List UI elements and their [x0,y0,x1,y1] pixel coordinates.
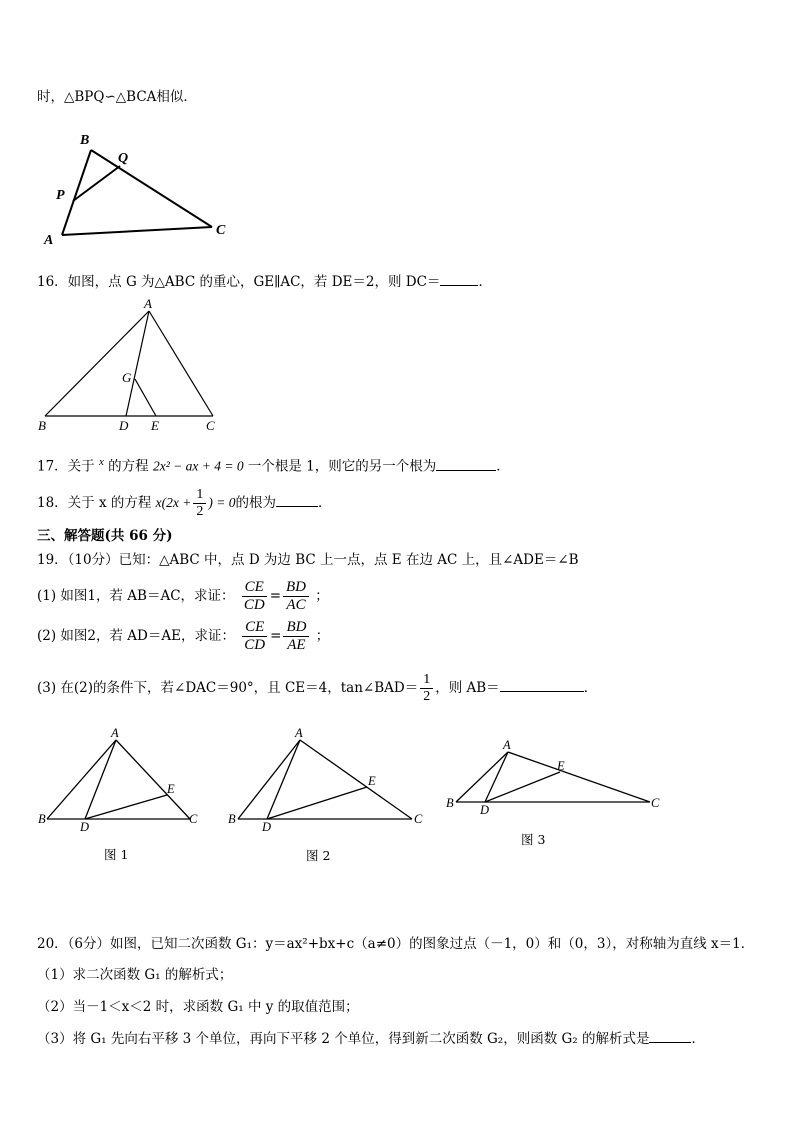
q19-p2-pre: (2) 如图2，若 AD＝AE，求证： [37,628,235,644]
q16-end: ． [478,274,492,290]
q15-label-Q: Q [118,151,129,166]
q19-f1-label-C: C [189,812,198,826]
q18-end: ． [318,495,332,511]
q19-part2 [37,616,329,656]
q17-mid: 的方程 [108,458,149,475]
q15-triangle-figure [40,128,240,246]
q17-equation: 2x² − ax + 4 = 0 [152,458,244,474]
q17-post: 一个根是 1，则它的另一个根为 [247,458,437,475]
q19-f3-label-D: D [480,803,490,817]
q19-p3-pre: (3) 在(2)的条件下，若∠DAC＝90°，且 CE＝4，tan∠BAD＝ [37,680,419,696]
q17-pre: 17．关于 [37,458,95,475]
q19-p1-frac-bd-ac: $\frac{BD}{AC}$ [283,579,309,614]
q15-label-B: B [80,133,90,148]
q16-label-D: D [119,418,129,433]
q19-f3-label-E: E [557,759,565,773]
q18-post: 的根为 [235,495,276,511]
q15-tail-text: 时，△BPQ∽△BCA相似． [37,89,197,105]
q19-f2-label-C: C [414,812,423,826]
q19-p2-equals: = [270,628,282,644]
q16-question [37,272,492,291]
q19-fig3-caption: 图 3 [521,832,546,847]
q19-f1-label-E: E [167,782,175,796]
q19-fig1-caption: 图 1 [104,847,129,862]
q19-part3 [37,668,597,708]
q18-answer-blank[interactable] [276,493,318,507]
q19-p1-pre: (1) 如图1，若 AB＝AC，求证： [37,588,235,604]
q19-figure-3 [440,737,670,817]
q19-figure-1 [30,725,210,835]
q19-f1-label-B: B [38,812,46,826]
q17-var: x [98,456,104,468]
q17-end: ． [496,458,510,475]
q16-triangle-figure [34,296,226,436]
q19-f2-label-B: B [228,812,236,826]
q19-p3-post: ，则 AB＝ [435,680,500,696]
q19-f3-label-A: A [503,738,511,752]
q19-f1-label-D: D [80,820,90,834]
q19-figure-2 [222,725,432,835]
q19-p2-frac-ce-cd: $\frac{CE}{CD}$ [241,619,268,654]
q19-p1-equals: = [269,588,281,604]
q19-p3-end: ． [583,680,598,696]
q19-f2-label-A: A [295,726,303,740]
q19-part1 [37,576,329,616]
section3-title: 三、解答题(共 66 分) [37,528,173,544]
q19-stem: 19．（10分）已知：△ABC 中，点 D 为边 BC 上一点，点 E 在边 AC 上，且∠ADE＝∠B [37,552,579,568]
q19-p2-frac-bd-ae: $\frac{BD}{AE}$ [283,619,309,654]
q18-fraction: $\frac{1}{2}$ [193,487,206,520]
q16-label-B: B [38,418,46,433]
q15-label-A: A [44,233,54,246]
q18-pre: 18．关于 x 的方程 [37,495,152,511]
q19-f3-label-B: B [446,796,454,810]
q15-label-P: P [56,188,65,203]
q19-p3-fraction: $\frac{1}{2}$ [420,672,433,705]
q20-answer-blank[interactable] [649,1029,691,1043]
q17-answer-blank[interactable] [436,457,496,471]
q19-p2-semicolon: ； [315,628,330,644]
q20-part1: （1）求二次函数 G₁ 的解析式； [37,967,233,983]
q16-label-G: G [122,370,132,385]
q16-text: 16．如图，点 G 为△ABC 的重心，GE∥AC，若 DE＝2，则 DC＝ [37,274,441,290]
q19-f2-label-E: E [368,774,376,788]
q19-answer-blank[interactable] [500,678,584,692]
q18-eq-pre: x(2x + [155,495,192,510]
q17-question [37,453,510,476]
q20-part3 [37,1029,705,1048]
q19-p1-frac-ce-cd: $\frac{CE}{CD}$ [241,579,268,614]
q15-label-C: C [216,223,226,238]
q18-eq-post: ) = 0 [208,495,236,510]
q19-f2-label-D: D [262,820,272,834]
q16-label-A: A [144,296,152,311]
q18-question [37,485,332,521]
q19-f1-label-A: A [111,726,119,740]
q20-part2: （2）当－1＜x＜2 时，求函数 G₁ 中 y 的取值范围； [37,999,359,1015]
q19-fig2-caption: 图 2 [306,848,331,863]
q16-label-C: C [206,418,215,433]
q16-label-E: E [151,418,159,433]
q20-p3-text: （3）将 G₁ 先向右平移 3 个单位，再向下平移 2 个单位，得到新二次函数 G₂，则函数 G₂ 的解析式是 [37,1031,650,1047]
q19-f3-label-C: C [651,796,660,810]
q20-stem: 20．（6分）如图，已知二次函数 G₁：y＝ax²+bx+c（a≠0）的图象过点（－1，0）和（0，3），对称轴为直线 x＝1． [37,936,755,952]
q16-answer-blank[interactable] [440,272,478,286]
q20-p3-end: ． [691,1031,705,1047]
q19-p1-semicolon: ； [315,588,329,604]
